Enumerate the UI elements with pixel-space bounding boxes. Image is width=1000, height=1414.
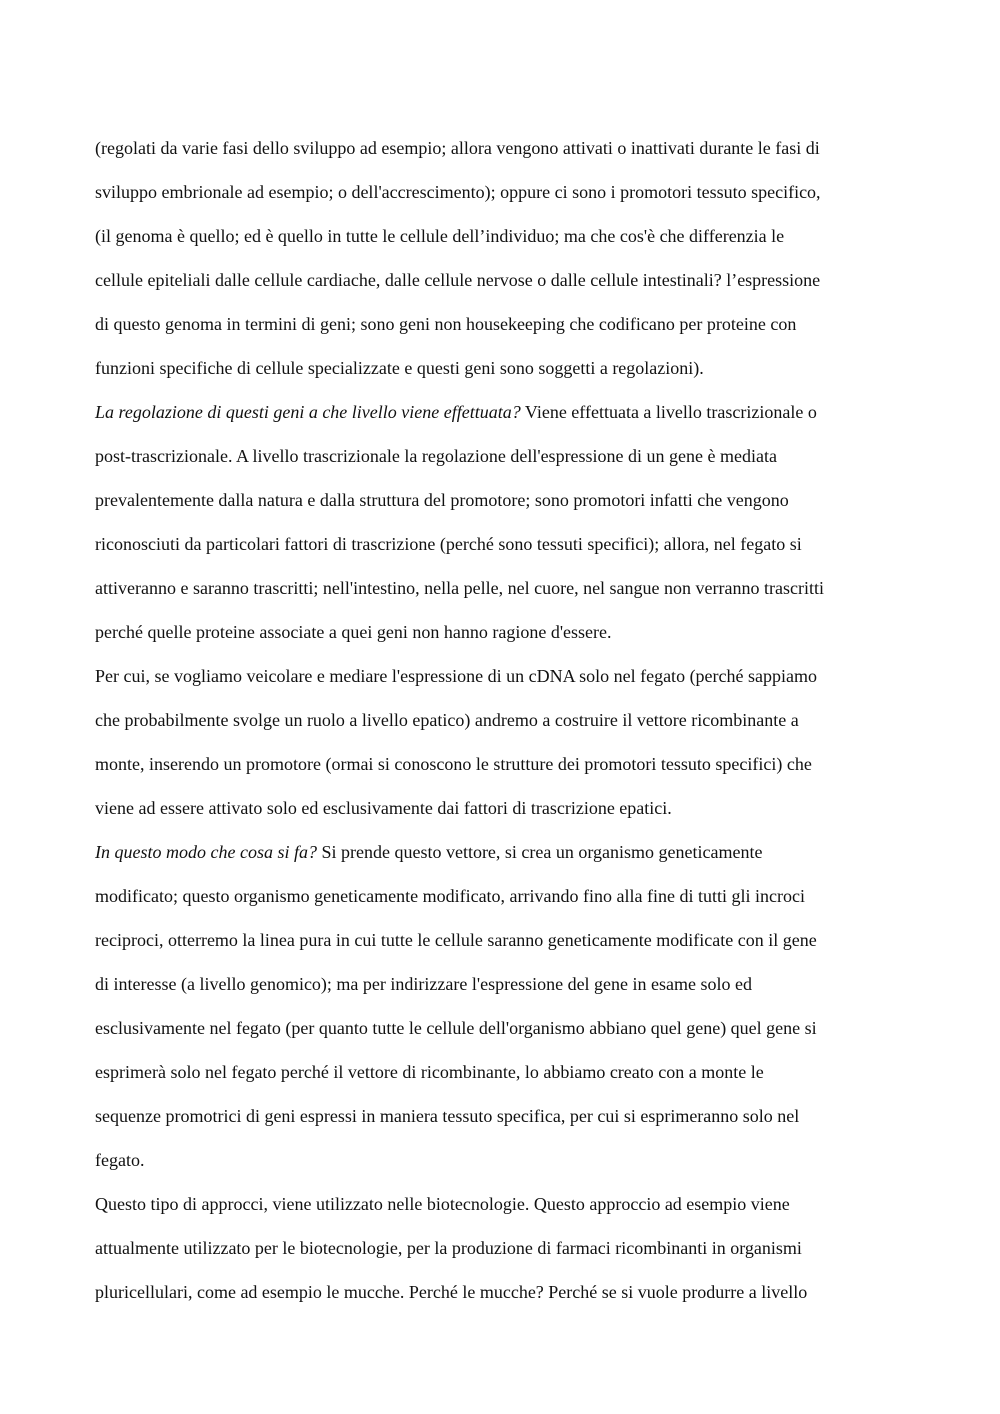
text-line: pluricellulari, come ad esempio le mucche. Perché le mucche? Perché se si vuole produrre a livello — [95, 1282, 808, 1302]
text-line: cellule epiteliali dalle cellule cardiache, dalle cellule nervose o dalle cellule intestinali? l’espressione — [95, 270, 821, 290]
text-line: Questo tipo di approcci, viene utilizzato nelle biotecnologie. Questo approccio ad esempio viene — [95, 1194, 790, 1214]
text-line: (il genoma è quello; ed è quello in tutte le cellule dell’individuo; ma che cos'è che differenzia le — [95, 226, 785, 246]
text-line: esprimerà solo nel fegato perché il vettore di ricombinante, lo abbiamo creato con a monte le — [95, 1062, 764, 1082]
text-line: prevalentemente dalla natura e dalla struttura del promotore; sono promotori infatti che vengono — [95, 490, 789, 510]
italic-question: In questo modo che cosa si fa? — [95, 842, 317, 862]
body-text — [95, 126, 910, 1314]
text-line: attiveranno e saranno trascritti; nell'intestino, nella pelle, nel cuore, nel sangue non verranno trascritti — [95, 578, 824, 598]
text-line: reciproci, otterremo la linea pura in cui tutte le cellule saranno geneticamente modificate con il gene — [95, 930, 817, 950]
text-line: attualmente utilizzato per le biotecnologie, per la produzione di farmaci ricombinanti in organismi — [95, 1238, 802, 1258]
text-line: monte, inserendo un promotore (ormai si conoscono le strutture dei promotori tessuto specifici) che — [95, 754, 812, 774]
text-line: sviluppo embrionale ad esempio; o dell'accrescimento); oppure ci sono i promotori tessuto specifico, — [95, 182, 821, 202]
text-line: sequenze promotrici di geni espressi in maniera tessuto specifica, per cui si esprimeranno solo nel — [95, 1106, 800, 1126]
text-line: modificato; questo organismo geneticamente modificato, arrivando fino alla fine di tutti gli incroci — [95, 886, 805, 906]
text-line: di questo genoma in termini di geni; sono geni non housekeeping che codificano per proteine con — [95, 314, 797, 334]
text-line: esclusivamente nel fegato (per quanto tutte le cellule dell'organismo abbiano quel gene) quel gene si — [95, 1018, 817, 1038]
text-line: di interesse (a livello genomico); ma per indirizzare l'espressione del gene in esame solo ed — [95, 974, 753, 994]
text-line: viene ad essere attivato solo ed esclusivamente dai fattori di trascrizione epatici. — [95, 798, 672, 818]
text-line: Per cui, se vogliamo veicolare e mediare l'espressione di un cDNA solo nel fegato (perché sappiamo — [95, 666, 818, 686]
text-line: La regolazione di questi geni a che livello viene effettuata? Viene effettuata a livello trascrizionale o — [95, 402, 817, 422]
text-line: (regolati da varie fasi dello sviluppo ad esempio; allora vengono attivati o inattivati durante le fasi di — [95, 138, 820, 158]
text-line: fegato. — [95, 1150, 145, 1170]
text-line: riconosciuti da particolari fattori di trascrizione (perché sono tessuti specifici); allora, nel fegato si — [95, 534, 802, 554]
text-line: perché quelle proteine associate a quei geni non hanno ragione d'essere. — [95, 622, 612, 642]
text-line: post-trascrizionale. A livello trascrizionale la regolazione dell'espressione di un gene è mediata — [95, 446, 777, 466]
text-line: In questo modo che cosa si fa? Si prende questo vettore, si crea un organismo geneticamente — [95, 842, 763, 862]
text-line: che probabilmente svolge un ruolo a livello epatico) andremo a costruire il vettore ricombinante a — [95, 710, 799, 730]
italic-question: La regolazione di questi geni a che livello viene effettuata? — [95, 402, 521, 422]
text-line: funzioni specifiche di cellule specializzate e questi geni sono soggetti a regolazioni). — [95, 358, 704, 378]
